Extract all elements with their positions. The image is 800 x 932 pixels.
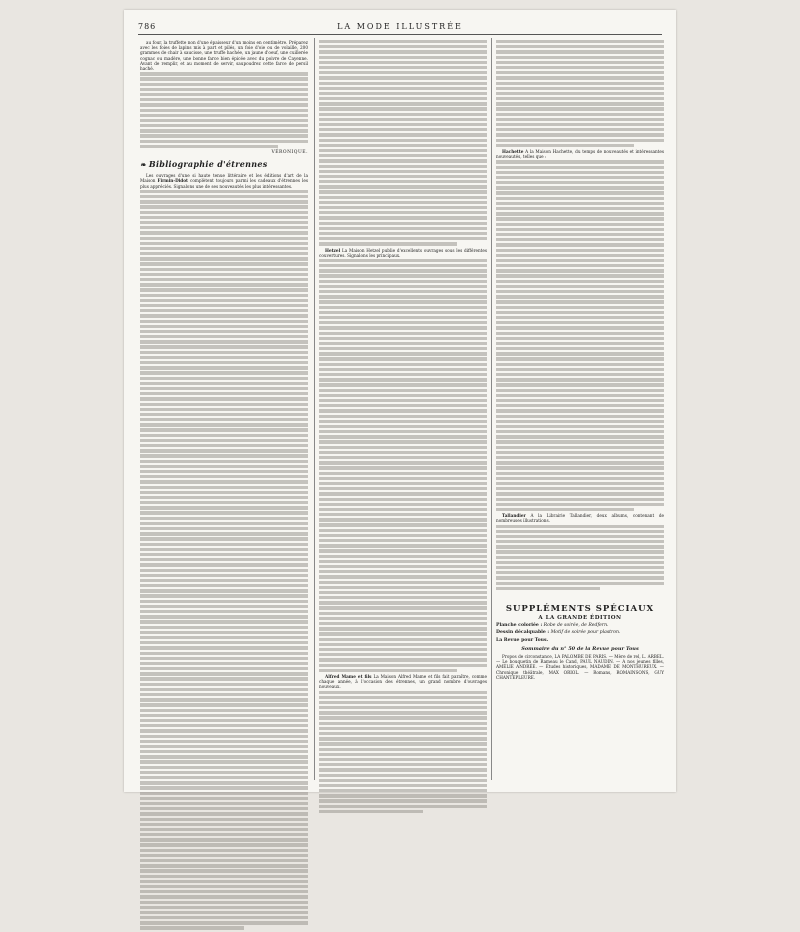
article-body [140,190,308,930]
publisher-name: Alfred Mame et fils [325,673,372,679]
article-body [319,691,487,814]
supplements-title: SUPPLÉMENTS SPÉCIAUX [505,604,655,615]
recipe-text-continued [140,72,308,148]
supplement-item: Dessin décalquable : Motif de soirée pour plastron. [496,630,621,636]
intro-text: Les ouvrages d'une si haute tenue littéraire et les éditions d'art de la Maison Firmin-Didot complètent toujours parmi les cadeaux d'étrennes les plus appréciés. Signalons une de ses nouveautés les plus intéressantes. [140,173,308,189]
publisher-name: Hetzel [325,247,341,253]
article-body [319,40,487,246]
summary-text: Propos de circonstance, LA PALOMBE DE PARIS. — Mère de rel, L. ARBEL. — Le bouquetin de Rameau le Cand, PAUL NAUDIN. — A nos jeunes filles, AMÉLIE ANDRÉE. — Études historiques, MADAME DE MONTHUREUX. — Chronique théâtrale, MAX ORIOL. — Romans, ROMAINSONS, GUY CHANTEPLEURE. [496,654,664,680]
magazine-page [124,10,676,792]
publisher-name: Hachette [502,148,524,154]
recipe-text: au four, la truffette non d'une épaisseur d'un moins en centimètre. Préparez avec les foies de lapins mis à part et pilés, un foie d'oie ou de volaille, 200 grammes de chair à saucisse, une truffe hachée, un jaune d'oeuf, une cuillerée cognac ou madère, une bonne farce bien épicée avec du poivre de Cayenne. Avant de remplir, et au moment de servir, saupoudrez cette farce de persil haché. [140,40,308,72]
page-header [138,18,662,34]
middle-column [319,40,487,815]
article-body [319,259,487,672]
publisher-paragraph: Tallandier A la Librairie Tallandier, deux albums, contenant de nombreuses illustrations. [496,513,664,524]
publisher-paragraph: Hachette A la Maison Hachette, du temps de nouveautés et intéressantes nouveautés, telles que : [496,148,664,160]
column-divider [491,38,492,780]
left-column [140,40,308,932]
summary-title: Sommaire du n° 50 de la Revue pour Tous [521,645,639,652]
column-divider [314,38,315,780]
article-body [496,40,664,147]
right-column [496,40,664,681]
supplements-subtitle: A LA GRANDE ÉDITION [538,615,622,622]
publisher-name: Tallandier [502,513,526,519]
supplement-item: Planche coloriée : Robe de soirée, de Redfern. [496,623,609,629]
publisher-paragraph: Hetzel La Maison Hetzel publie d'excellents ouvrages sous les différentes couvertures. Signalons les principaux. [319,247,487,258]
supplements-box [496,604,664,680]
section-heading: ❧ Bibliographie d'étrennes [140,159,268,170]
article-body [496,525,664,591]
page-title: LA MODE ILLUSTRÉE [337,22,463,31]
supplement-item: La Revue pour Tous. [496,637,549,643]
header-rule [138,34,662,35]
ornament-icon: ❧ [140,160,149,170]
article-body [496,160,664,511]
publisher-name: Firmin-Didot [157,178,188,184]
publisher-paragraph: Alfred Mame et fils La Maison Alfred Mame et fils fait paraître, comme chaque année, à l'occasion des étrennes, un grand nombre d'ouvrages nouveaux. [319,673,487,690]
page-number: 786 [138,22,157,31]
author-signature: VÉRONIQUE. [271,150,308,156]
